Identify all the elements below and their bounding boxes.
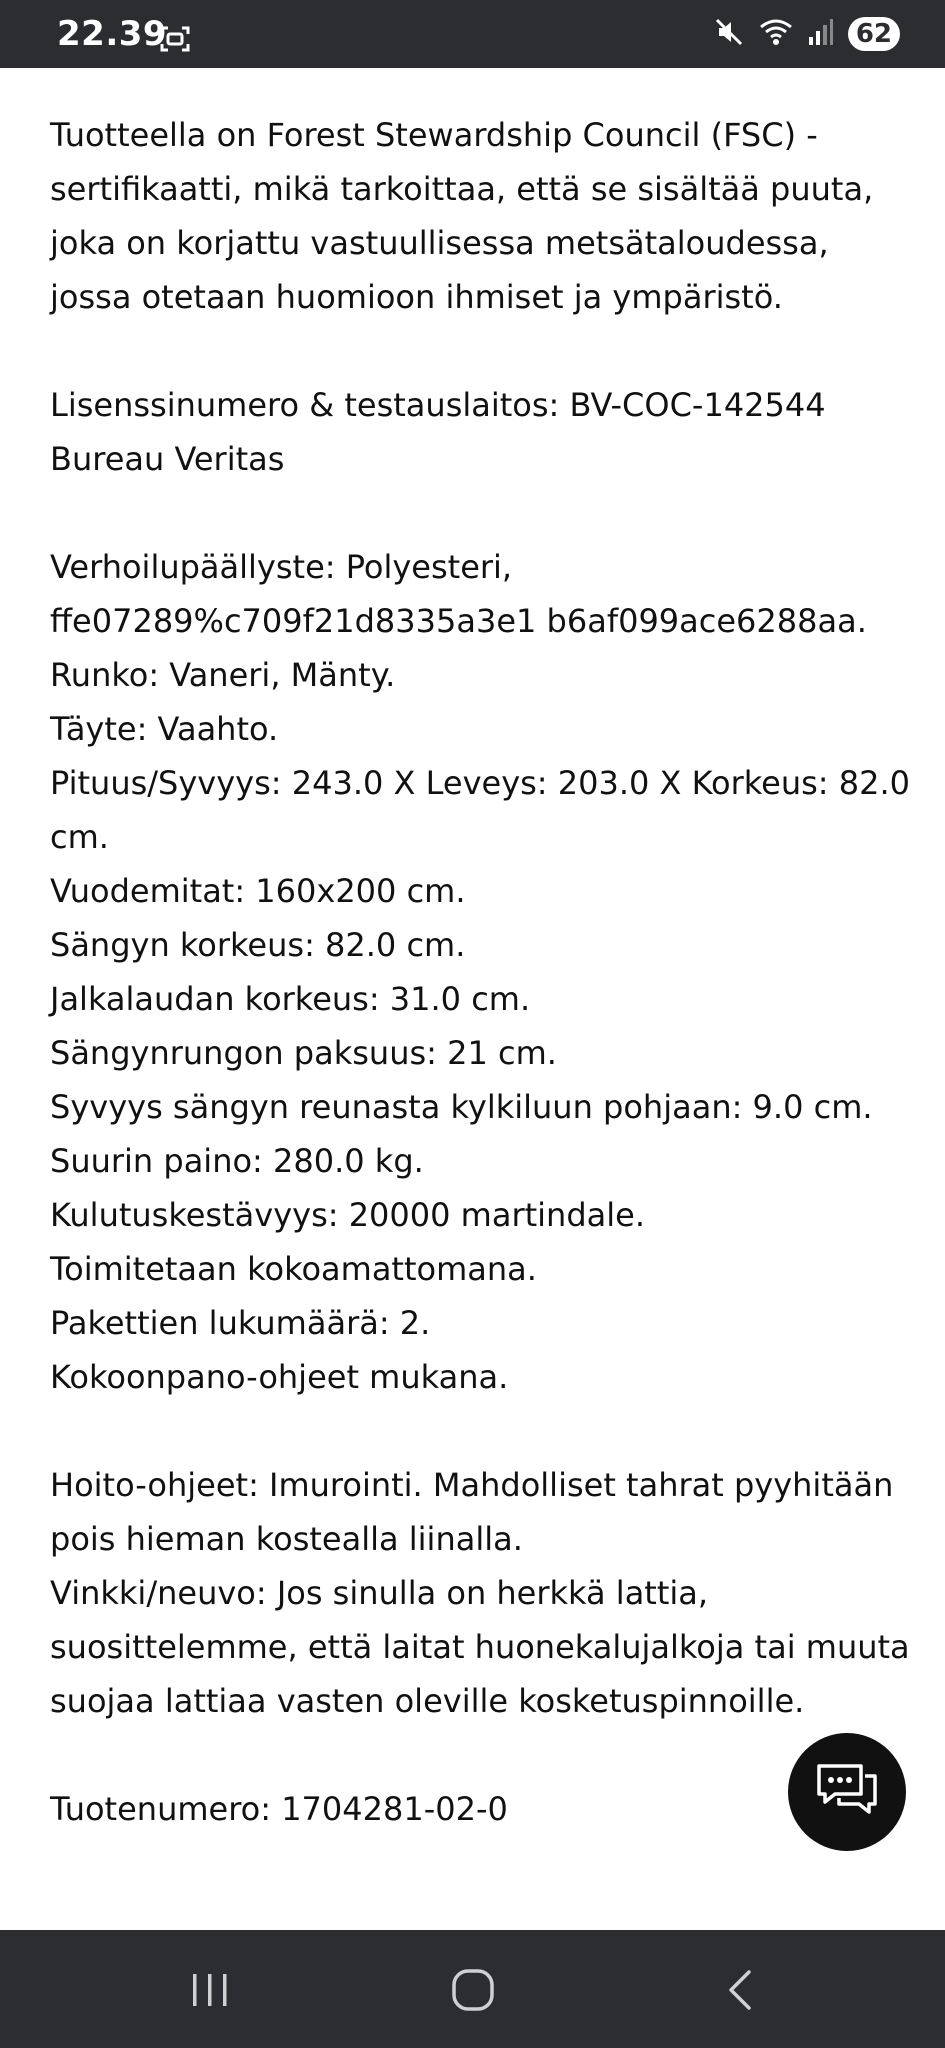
spec-line: Kulutuskestävyys: 20000 martindale. bbox=[50, 1196, 645, 1234]
fsc-paragraph: Tuotteella on Forest Stewardship Council (FSC) -sertifikaatti, mikä tarkoittaa, että se sisältää puuta, joka on korjattu vastuullisessa metsätaloudessa, jossa otetaan huomioon ihmiset ja ympäristö. bbox=[50, 116, 874, 316]
status-bar bbox=[0, 0, 945, 68]
battery-indicator: 62 bbox=[848, 17, 900, 51]
spec-line: Toimitetaan kokoamattomana. bbox=[50, 1250, 537, 1288]
chat-icon bbox=[815, 1762, 879, 1822]
wifi-icon bbox=[758, 17, 794, 51]
spec-line: Vuodemitat: 160x200 cm. bbox=[50, 872, 466, 910]
back-icon bbox=[725, 1968, 755, 2012]
spec-line: Jalkalaudan korkeus: 31.0 cm. bbox=[50, 980, 531, 1018]
spec-line: Syvyys sängyn reunasta kylkiluun pohjaan: 9.0 cm. bbox=[50, 1088, 873, 1126]
back-button[interactable] bbox=[700, 1950, 780, 2030]
navigation-bar bbox=[0, 1930, 945, 2048]
screenshot-icon bbox=[160, 26, 190, 56]
spec-line: Pituus/Syvyys: 243.0 X Leveys: 203.0 X Korkeus: 82.0 cm. bbox=[50, 764, 910, 856]
license-line: Bureau Veritas bbox=[50, 440, 285, 478]
mute-icon bbox=[714, 17, 744, 51]
spec-line: Verhoilupäällyste: Polyesteri, ffe07289%c709f21d8335a3e1 b6af099ace6288aa. bbox=[50, 548, 867, 640]
home-icon bbox=[451, 1968, 495, 2012]
recent-apps-icon bbox=[190, 1970, 230, 2010]
license-line: Lisenssinumero & testauslaitos: BV-COC-142544 bbox=[50, 386, 826, 424]
spec-line: Runko: Vaneri, Mänty. bbox=[50, 656, 396, 694]
product-number: Tuotenumero: 1704281-02-0 bbox=[50, 1790, 508, 1828]
spec-line: Sängyn korkeus: 82.0 cm. bbox=[50, 926, 466, 964]
care-line: Hoito-ohjeet: Imurointi. Mahdolliset tahrat pyyhitään pois hieman kostealla liinalla. bbox=[50, 1466, 894, 1558]
signal-icon bbox=[808, 17, 834, 51]
spec-line: Täyte: Vaahto. bbox=[50, 710, 279, 748]
recent-apps-button[interactable] bbox=[170, 1950, 250, 2030]
spec-line: Suurin paino: 280.0 kg. bbox=[50, 1142, 424, 1180]
spec-line: Sängynrungon paksuus: 21 cm. bbox=[50, 1034, 557, 1072]
home-button[interactable] bbox=[433, 1950, 513, 2030]
spec-line: Pakettien lukumäärä: 2. bbox=[50, 1304, 431, 1342]
status-time: 22.39 bbox=[57, 14, 168, 54]
chat-button[interactable] bbox=[788, 1733, 906, 1851]
care-line: Vinkki/neuvo: Jos sinulla on herkkä lattia, suosittelemme, että laitat huonekalujalkoja tai muuta suojaa lattiaa vasten oleville kosketuspinnoille. bbox=[50, 1574, 910, 1720]
product-description bbox=[50, 108, 910, 1836]
spec-line: Kokoonpano-ohjeet mukana. bbox=[50, 1358, 509, 1396]
status-icons bbox=[714, 14, 900, 54]
